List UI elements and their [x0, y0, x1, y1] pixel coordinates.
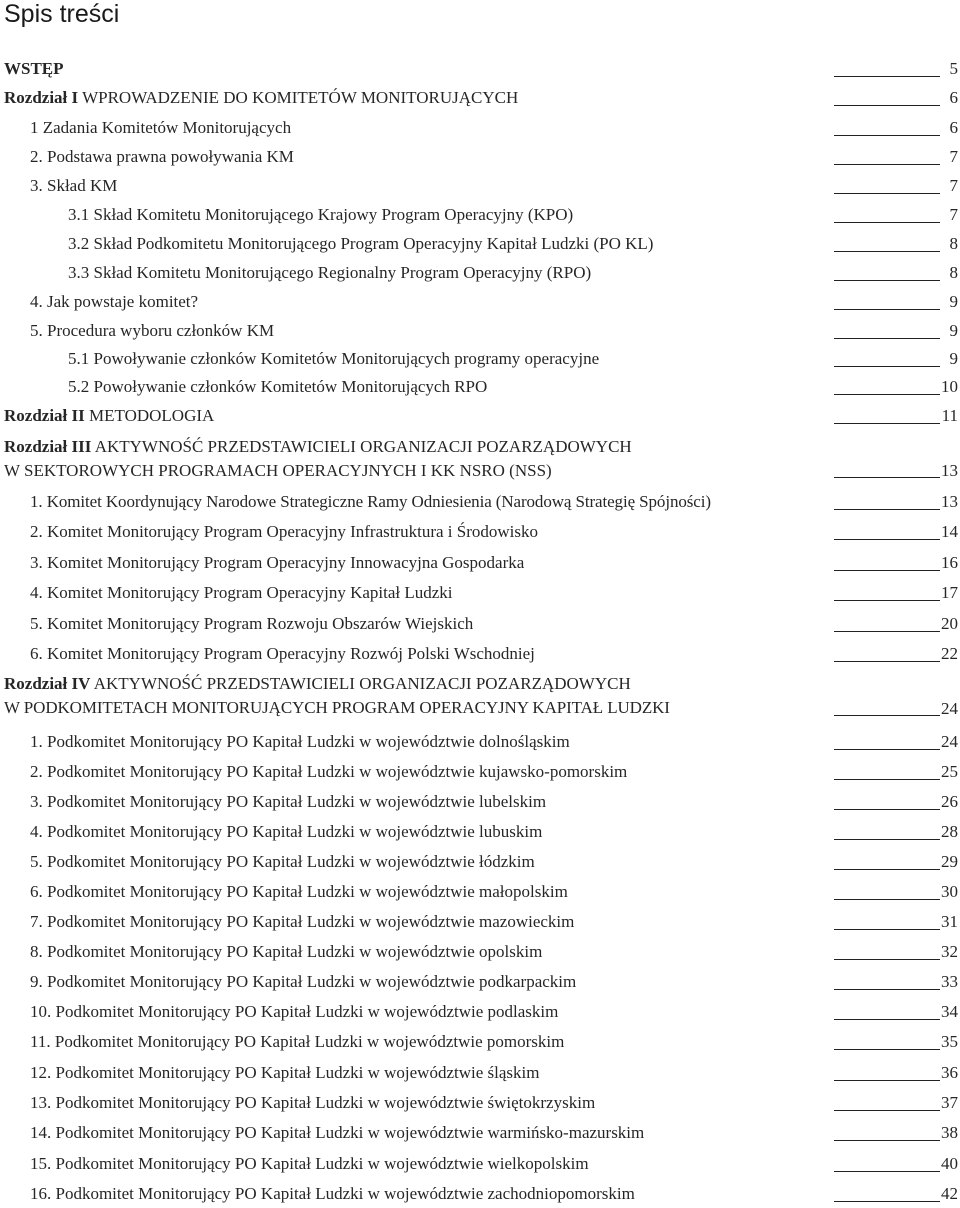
toc-leader — [834, 509, 940, 510]
toc-leader — [834, 1049, 940, 1050]
toc-leader — [834, 394, 940, 395]
toc-entry-label: 5.2 Powoływanie członków Komitetów Monitorujących RPO — [68, 377, 488, 396]
toc-entry[interactable] — [0, 405, 960, 429]
toc-page-number: 6 — [949, 88, 958, 107]
toc-entry-label: 1. Podkomitet Monitorujący PO Kapitał Ludzki w województwie dolnośląskim — [30, 732, 570, 751]
toc-page-number: 32 — [941, 942, 958, 961]
toc-entry[interactable] — [0, 175, 960, 199]
toc-entry-label: WSTĘP — [4, 59, 64, 78]
page-title: Spis treści — [4, 0, 120, 28]
toc-entry-label: 7. Podkomitet Monitorujący PO Kapitał Ludzki w województwie mazowieckim — [30, 912, 575, 931]
toc-entry-label: 5. Procedura wyboru członków KM — [30, 321, 275, 340]
toc-leader — [834, 309, 940, 310]
toc-page-number: 13 — [941, 492, 958, 511]
toc-entry[interactable] — [0, 613, 960, 637]
toc-leader — [834, 1140, 940, 1141]
chapter-prefix: Rozdział III — [4, 437, 92, 456]
toc-leader — [834, 839, 940, 840]
toc-entry[interactable] — [0, 582, 960, 606]
toc-entry-label: 9. Podkomitet Monitorujący PO Kapitał Ludzki w województwie podkarpackim — [30, 972, 577, 991]
toc-entry-label: 3. Komitet Monitorujący Program Operacyjny Innowacyjna Gospodarka — [30, 553, 525, 572]
toc-page-number: 38 — [941, 1123, 958, 1142]
toc-entry[interactable] — [0, 552, 960, 576]
toc-entry-label: 15. Podkomitet Monitorujący PO Kapitał Ludzki w województwie wielkopolskim — [30, 1154, 589, 1173]
toc-page-number: 35 — [941, 1032, 958, 1051]
toc-page-number: 8 — [949, 234, 958, 253]
toc-entry[interactable] — [0, 1031, 960, 1055]
toc-leader — [834, 423, 940, 424]
toc-entry[interactable] — [0, 911, 960, 935]
toc-leader — [834, 477, 940, 478]
toc-entry[interactable] — [0, 291, 960, 315]
toc-leader — [834, 600, 940, 601]
toc-page-number: 36 — [941, 1063, 958, 1082]
toc-entry-label: 4. Jak powstaje komitet? — [30, 292, 199, 311]
toc-entry-label: 11. Podkomitet Monitorujący PO Kapitał Ludzki w województwie pomorskim — [30, 1032, 565, 1051]
toc-entry[interactable] — [0, 204, 960, 228]
toc-leader — [834, 899, 940, 900]
toc-entry[interactable] — [0, 58, 960, 82]
toc-page-number: 22 — [941, 644, 958, 663]
toc-entry[interactable] — [0, 233, 960, 257]
toc-entry-label: 14. Podkomitet Monitorujący PO Kapitał Ludzki w województwie warmińsko-mazurskim — [30, 1123, 645, 1142]
toc-entry[interactable] — [0, 1001, 960, 1025]
toc-page-number: 9 — [949, 349, 958, 368]
toc-entry-label: 16. Podkomitet Monitorujący PO Kapitał Ludzki w województwie zachodniopomorskim — [30, 1184, 635, 1203]
toc-page-number: 24 — [941, 699, 958, 718]
toc-leader — [834, 251, 940, 252]
toc-page-number: 34 — [941, 1002, 958, 1021]
toc-entry[interactable] — [0, 761, 960, 785]
toc-entry[interactable] — [0, 971, 960, 995]
toc-entry[interactable] — [0, 87, 960, 111]
toc-entry-label: 1 Zadania Komitetów Monitorujących — [30, 118, 292, 137]
toc-page-number: 10 — [941, 377, 958, 396]
toc-entry[interactable] — [0, 1153, 960, 1177]
toc-entry-label: 2. Podkomitet Monitorujący PO Kapitał Ludzki w województwie kujawsko-pomorskim — [30, 762, 628, 781]
toc-page-number: 7 — [949, 176, 958, 195]
toc-page-number: 30 — [941, 882, 958, 901]
toc-leader — [834, 869, 940, 870]
toc-leader — [834, 570, 940, 571]
toc-entry-label: 5. Komitet Monitorujący Program Rozwoju Obszarów Wiejskich — [30, 614, 474, 633]
toc-page-number: 8 — [949, 263, 958, 282]
toc-entry-label: 10. Podkomitet Monitorujący PO Kapitał Ludzki w województwie podlaskim — [30, 1002, 559, 1021]
toc-entry[interactable] — [0, 1092, 960, 1116]
chapter-prefix: Rozdział II — [4, 406, 85, 425]
toc-entry[interactable] — [0, 348, 960, 372]
toc-leader — [834, 1110, 940, 1111]
toc-page-number: 37 — [941, 1093, 958, 1112]
toc-leader — [834, 222, 940, 223]
toc-leader — [834, 929, 940, 930]
toc-leader — [834, 1201, 940, 1202]
toc-leader — [834, 661, 940, 662]
toc-page-number: 14 — [941, 522, 958, 541]
toc-leader — [834, 135, 940, 136]
toc-page-number: 16 — [941, 553, 958, 572]
toc-leader — [834, 1171, 940, 1172]
toc-entry-label: 4. Komitet Monitorujący Program Operacyjny Kapitał Ludzki — [30, 583, 453, 602]
toc-leader — [834, 193, 940, 194]
toc-entry-label-continued: W PODKOMITETACH MONITORUJĄCYCH PROGRAM OPERACYJNY KAPITAŁ LUDZKI — [4, 698, 670, 717]
toc-entry-label: 1. Komitet Koordynujący Narodowe Strategiczne Ramy Odniesienia (Narodową Strategię Spójności) — [30, 492, 711, 511]
toc-entry-label: Rozdział I WPROWADZENIE DO KOMITETÓW MONITORUJĄCYCH — [4, 88, 519, 107]
toc-leader — [834, 809, 940, 810]
toc-entry[interactable] — [0, 521, 960, 545]
toc-entry-label: 6. Podkomitet Monitorujący PO Kapitał Ludzki w województwie małopolskim — [30, 882, 568, 901]
toc-entry-label: 3.2 Skład Podkomitetu Monitorującego Program Operacyjny Kapitał Ludzki (PO KL) — [68, 234, 654, 253]
toc-leader — [834, 715, 940, 716]
toc-entry-label: 3.3 Skład Komitetu Monitorującego Regionalny Program Operacyjny (RPO) — [68, 263, 592, 282]
toc-leader — [834, 1080, 940, 1081]
toc-entry[interactable] — [0, 731, 960, 755]
toc-entry[interactable] — [0, 881, 960, 905]
toc-page-number: 33 — [941, 972, 958, 991]
toc-leader — [834, 749, 940, 750]
toc-page-number: 17 — [941, 583, 958, 602]
toc-page-number: 24 — [941, 732, 958, 751]
toc-leader — [834, 280, 940, 281]
toc-page-number: 20 — [941, 614, 958, 633]
toc-page-number: 9 — [949, 321, 958, 340]
toc-entry[interactable] — [0, 851, 960, 875]
toc-entry-label: 2. Podstawa prawna powoływania KM — [30, 147, 294, 166]
chapter-prefix: Rozdział I — [4, 88, 79, 107]
toc-entry[interactable] — [0, 376, 960, 400]
toc-page-number: 5 — [949, 59, 958, 78]
toc-leader — [834, 631, 940, 632]
toc-entry[interactable] — [0, 1062, 960, 1086]
toc-entry[interactable] — [0, 643, 960, 667]
toc-page-number: 42 — [941, 1184, 958, 1203]
toc-entry[interactable] — [0, 673, 960, 718]
toc-leader — [834, 1019, 940, 1020]
toc-entry[interactable] — [0, 436, 960, 480]
toc-leader — [834, 539, 940, 540]
toc-leader — [834, 76, 940, 77]
toc-entry-label: Rozdział II METODOLOGIA — [4, 406, 215, 425]
toc-entry-label: 5. Podkomitet Monitorujący PO Kapitał Ludzki w województwie łódzkim — [30, 852, 535, 871]
toc-leader — [834, 959, 940, 960]
toc-entry[interactable] — [0, 791, 960, 815]
toc-entry-label: 3. Skład KM — [30, 176, 118, 195]
toc-entry[interactable] — [0, 146, 960, 170]
toc-leader — [834, 779, 940, 780]
toc-entry[interactable] — [0, 941, 960, 965]
toc-page-number: 40 — [941, 1154, 958, 1173]
toc-entry[interactable] — [0, 821, 960, 845]
toc-entry[interactable] — [0, 262, 960, 286]
chapter-prefix: Rozdział IV — [4, 674, 91, 693]
toc-entry-label: Rozdział IV AKTYWNOŚĆ PRZEDSTAWICIELI ORGANIZACJI POZARZĄDOWYCH — [4, 674, 631, 693]
toc-entry-label: 8. Podkomitet Monitorujący PO Kapitał Ludzki w województwie opolskim — [30, 942, 543, 961]
toc-entry-label: 3.1 Skład Komitetu Monitorującego Krajowy Program Operacyjny (KPO) — [68, 205, 574, 224]
toc-leader — [834, 338, 940, 339]
toc-entry[interactable] — [0, 117, 960, 141]
toc-entry[interactable] — [0, 320, 960, 344]
toc-page-number: 9 — [949, 292, 958, 311]
toc-entry[interactable] — [0, 1183, 960, 1207]
toc-entry-label: 3. Podkomitet Monitorujący PO Kapitał Ludzki w województwie lubelskim — [30, 792, 547, 811]
toc-entry-label-continued: W SEKTOROWYCH PROGRAMACH OPERACYJNYCH I KK NSRO (NSS) — [4, 461, 552, 480]
toc-leader — [834, 366, 940, 367]
toc-entry-label: 5.1 Powoływanie członków Komitetów Monitorujących programy operacyjne — [68, 349, 600, 368]
toc-page-number: 25 — [941, 762, 958, 781]
toc-entry-label: 2. Komitet Monitorujący Program Operacyjny Infrastruktura i Środowisko — [30, 522, 539, 541]
toc-page-number: 6 — [949, 118, 958, 137]
toc-page-number: 11 — [941, 406, 958, 425]
toc-entry-label: 4. Podkomitet Monitorujący PO Kapitał Ludzki w województwie lubuskim — [30, 822, 543, 841]
toc-entry-label: 13. Podkomitet Monitorujący PO Kapitał Ludzki w województwie świętokrzyskim — [30, 1093, 596, 1112]
toc-leader — [834, 164, 940, 165]
toc-page-number: 7 — [949, 147, 958, 166]
toc-entry-label: 12. Podkomitet Monitorujący PO Kapitał Ludzki w województwie śląskim — [30, 1063, 540, 1082]
toc-entry-label: Rozdział III AKTYWNOŚĆ PRZEDSTAWICIELI ORGANIZACJI POZARZĄDOWYCH — [4, 437, 632, 456]
toc-leader — [834, 105, 940, 106]
toc-page-number: 28 — [941, 822, 958, 841]
toc-page-number: 29 — [941, 852, 958, 871]
toc-page-number: 13 — [941, 461, 958, 480]
toc-page-number: 31 — [941, 912, 958, 931]
toc-page-number: 26 — [941, 792, 958, 811]
toc-entry-label: 6. Komitet Monitorujący Program Operacyjny Rozwój Polski Wschodniej — [30, 644, 535, 663]
toc-page-number: 7 — [949, 205, 958, 224]
toc-entry[interactable] — [0, 491, 960, 515]
toc-leader — [834, 989, 940, 990]
toc-entry[interactable] — [0, 1122, 960, 1146]
